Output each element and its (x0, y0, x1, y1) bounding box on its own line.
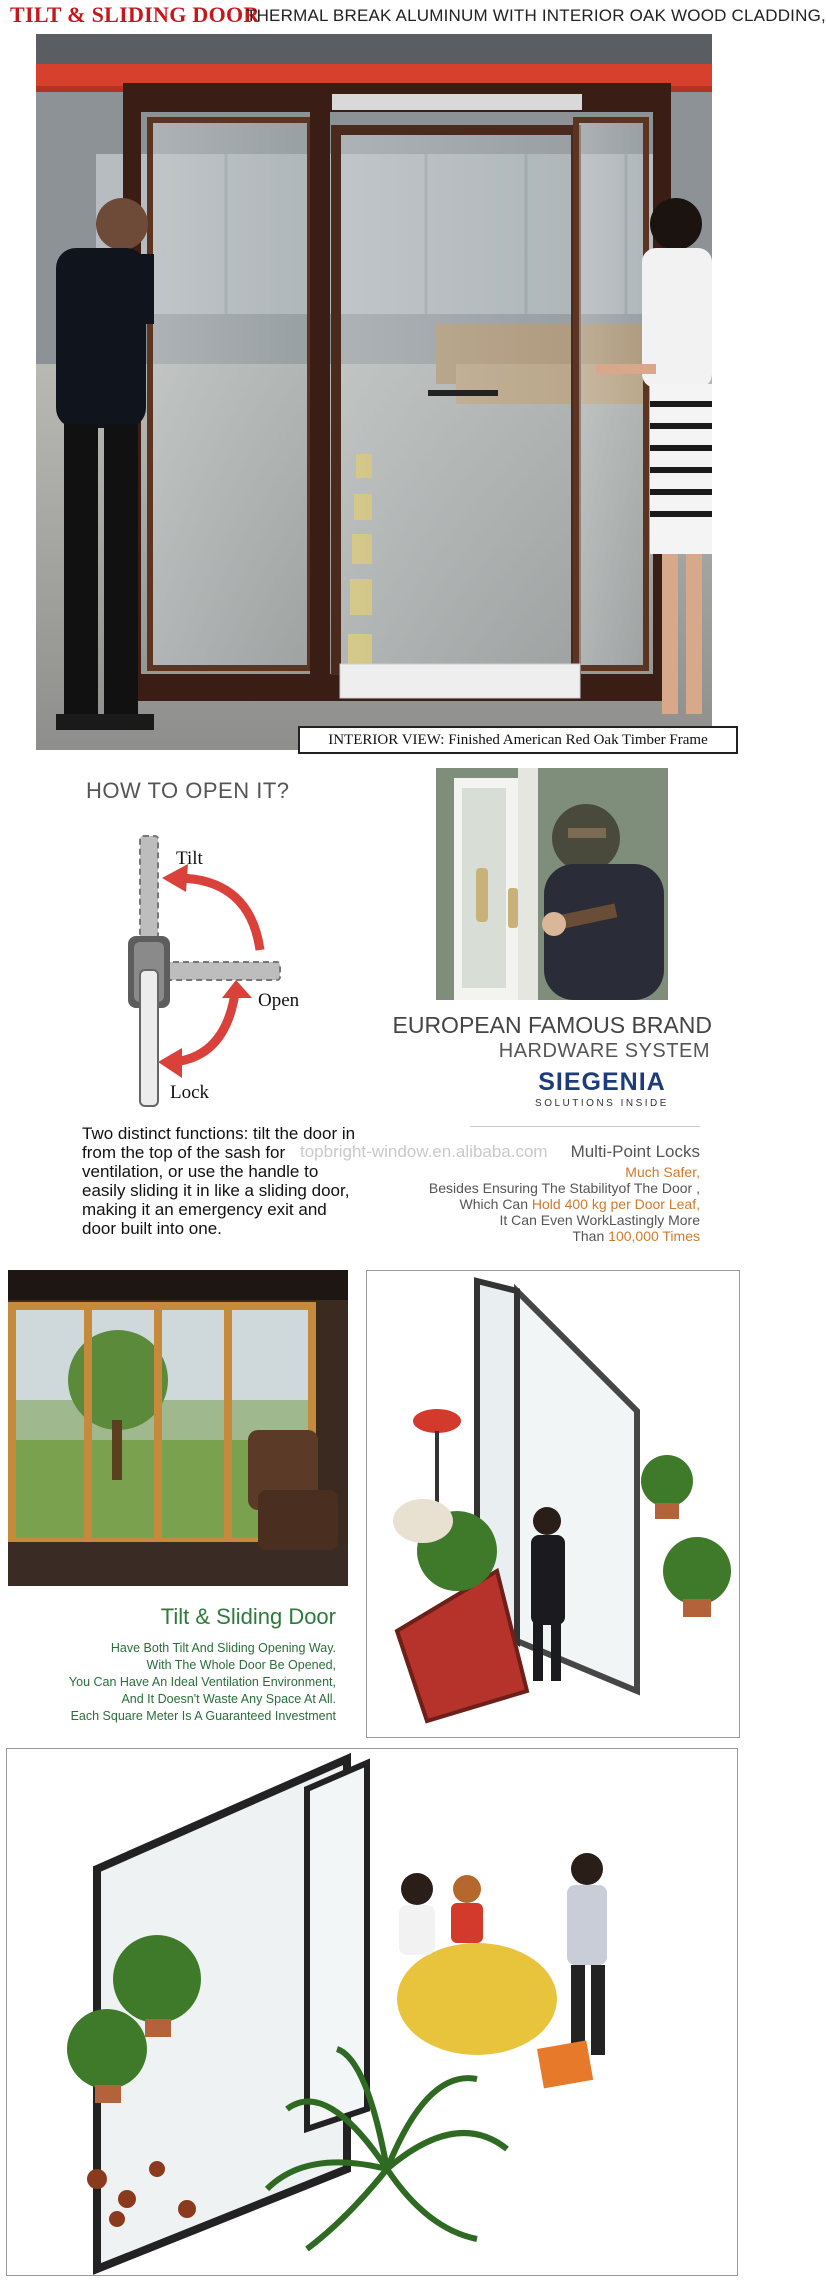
handle-diagram (110, 830, 320, 1125)
illustration-tilt-door (366, 1270, 740, 1738)
burglar-illustration (436, 768, 668, 1000)
tilt-sliding-line-4: And It Doesn't Waste Any Space At All. (121, 1692, 336, 1706)
header-title: TILT & SLIDING DOOR (10, 2, 260, 27)
hardware-photo (436, 768, 668, 1000)
header-subtitle: THERMAL BREAK ALUMINUM WITH INTERIOR OAK WOOD CLADDING, (246, 6, 826, 25)
multi-point-locks-title: Multi-Point Locks (570, 1142, 700, 1161)
dining-illustration (7, 1749, 739, 2277)
tilt-sliding-line-2: With The Whole Door Be Opened, (146, 1658, 336, 1672)
tilt-label: Tilt (176, 848, 203, 869)
tilt-sliding-photo (8, 1270, 348, 1586)
tilt-sliding-line-1: Have Both Tilt And Sliding Opening Way. (110, 1641, 336, 1655)
siegenia-logo: SIEGENIA (538, 1068, 666, 1096)
hero-photo (36, 34, 712, 750)
header (0, 0, 826, 34)
hero-caption: INTERIOR VIEW: Finished American Red Oak Timber Frame (298, 726, 738, 754)
hero-illustration (36, 34, 712, 750)
tilt-sliding-line-3: You Can Have An Ideal Ventilation Environment, (68, 1675, 336, 1689)
watermark: topbright-window.en.alibaba.com (300, 1142, 548, 1161)
tilt-sliding-line-5: Each Square Meter Is A Guaranteed Investment (70, 1709, 336, 1723)
locks-line-1: Much Safer, (625, 1164, 700, 1180)
room-illustration (8, 1270, 348, 1586)
lock-label: Lock (170, 1082, 210, 1103)
how-to-open-title: HOW TO OPEN IT? (86, 778, 290, 803)
divider (470, 1126, 700, 1127)
locks-line-2: Besides Ensuring The Stabilityof The Door , (428, 1180, 700, 1196)
hardware-heading-line1: EUROPEAN FAMOUS BRAND (392, 1012, 712, 1038)
tilt-sliding-title: Tilt & Sliding Door (160, 1604, 336, 1629)
siegenia-tagline: SOLUTIONS INSIDE (535, 1098, 669, 1109)
locks-line-5: Than 100,000 Times (572, 1228, 700, 1244)
locks-line-3: Which Can Hold 400 kg per Door Leaf, (459, 1196, 700, 1212)
tilt-door-illustration (367, 1271, 741, 1739)
how-to-open-description: Two distinct functions: tilt the door in from the top of the sash for ventilation, or use the handle to easily sliding it in like a sliding door, making it an emergency exit and door built into one. (82, 1124, 356, 1238)
locks-line-4: It Can Even WorkLastingly More (499, 1212, 700, 1228)
handle-positions-graphic (110, 830, 320, 1120)
open-label: Open (258, 990, 300, 1011)
hardware-heading-line2: HARDWARE SYSTEM (498, 1040, 710, 1062)
illustration-family-dining (6, 1748, 738, 2276)
